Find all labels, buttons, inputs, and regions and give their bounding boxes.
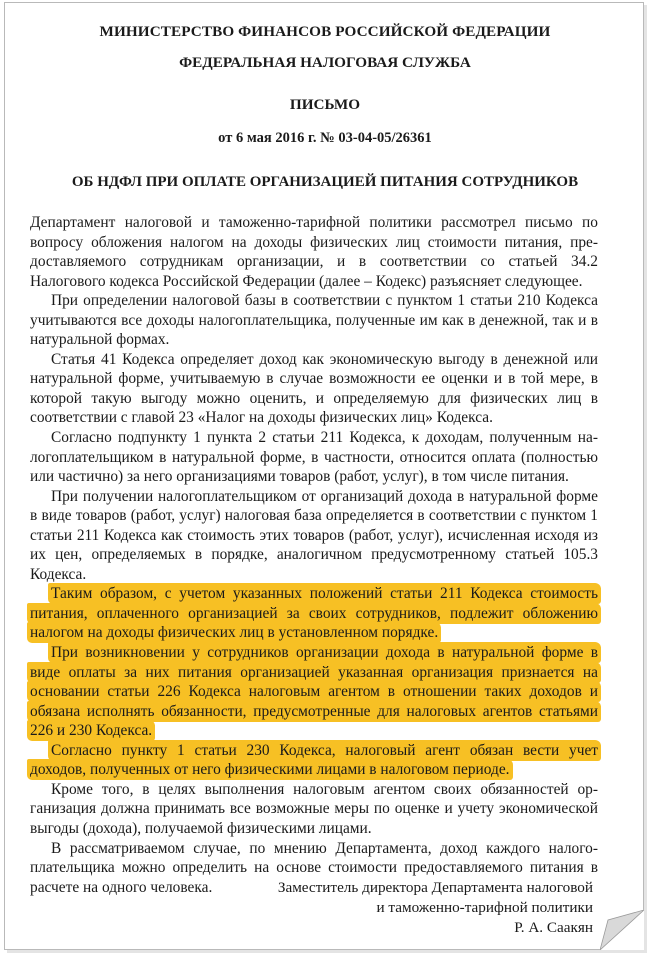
document-reference: от 6 мая 2016 г. № 03-04-05/26361 (218, 130, 432, 146)
paragraph-4: Согласно подпункту 1 пункта 2 статьи 211 Кодекса, к доходам, полученным налогоплательщиком в натуральной форме, в частности, относится оплата (полностью или частично) за него организациями товаров (работ, услуг), в том числе питания. (30, 429, 598, 486)
highlighted-paragraph-1 (30, 584, 598, 643)
signer-position-line-1: Заместитель директора Департамента налоговой (277, 879, 593, 896)
letter-body (30, 213, 598, 897)
page-curl-corner (600, 910, 644, 950)
highlighted-paragraph-3 (30, 741, 598, 780)
paragraph-2: При определении налоговой базы в соответствии с пунктом 1 статьи 210 Кодекса учитываются все доходы налогоплательщика, полученные им как в денежной, так и в натуральной формах. (30, 292, 598, 349)
signer-position-line-2: и таможенно-тарифной политики (376, 899, 593, 916)
document-subject: ОБ НДФЛ ПРИ ОПЛАТЕ ОРГАНИЗАЦИЕЙ ПИТАНИЯ СОТРУДНИКОВ (71, 174, 579, 190)
paragraph-1: Департамент налоговой и таможенно-тарифной политики рассмотрел письмо по вопросу обложения налогом на доходы физических лиц стоимости питания, предоставляемого сотрудникам организации, и в соответствии со статьей 34.2 Налогового кодекса Российской Федерации (далее – Кодекс) разъясняет следующее. (30, 214, 598, 290)
service-heading: ФЕДЕРАЛЬНАЯ НАЛОГОВАЯ СЛУЖБА (179, 54, 471, 71)
text-highlight: Таким образом, с учетом указанных положений статьи 211 Кодекса стоимость питания, оплаченного организацией за своих сотрудников, подлежит обложению налогом на доходы физических лиц в установленном порядке. (27, 583, 601, 643)
paragraph-10: В рассматриваемом случае, по мнению Департамента, доход каждого налогоплательщика можно определить на основе стоимости предоставляемого питания в расчете на одного человека. (30, 839, 598, 896)
paragraph-3: Статья 41 Кодекса определяет доход как экономическую выгоду в денежной или натуральной форме, учитываемую в случае возможности ее оценки и в той мере, в которой такую выгоду можно оценить, и определяемую для физических лиц в соответствии с главой 23 «Налог на доходы физических лиц» Кодекса. (30, 350, 598, 427)
paragraph-5: При получении налогоплательщиком от организаций дохода в натуральной форме в виде товаров (работ, услуг) налоговая база определяется в соответствии с пунктом 1 статьи 211 Кодекса как стоимость этих товаров (работ, услуг), исчисленная исходя из их цен, определяемых в порядке, аналогичном предусмотренному статьей 105.3 Кодекса. (30, 487, 598, 583)
signer-name: Р. А. Саакян (514, 919, 593, 936)
signature-block (173, 878, 593, 938)
paragraph-9: Кроме того, в целях выполнения налоговым агентом своих обязанностей организация должна принимать все возможные меры по оценке и учету экономической выгоды (дохода), получаемой физическими лицами. (30, 780, 598, 837)
text-highlight: Согласно пункту 1 статьи 230 Кодекса, налоговый агент обязан вести учет доходов, полученных от него физическими лицами в налоговом периоде. (27, 740, 601, 781)
text-highlight: При возникновении у сотрудников организации дохода в натуральной форме в виде оплаты за них питания организацией указанная организация признается на основании статьи 226 Кодекса налоговым агентом в отношении таких доходов и обязана исполнять обязанности, предусмотренные для налоговых агентов статьями 226 и 230 Кодекса. (27, 642, 601, 741)
ministry-heading: МИНИСТЕРСТВО ФИНАНСОВ РОССИЙСКОЙ ФЕДЕРАЦИИ (99, 23, 551, 40)
highlighted-paragraph-2 (30, 643, 598, 741)
document-type: ПИСЬМО (289, 96, 361, 113)
document-page (4, 2, 644, 950)
